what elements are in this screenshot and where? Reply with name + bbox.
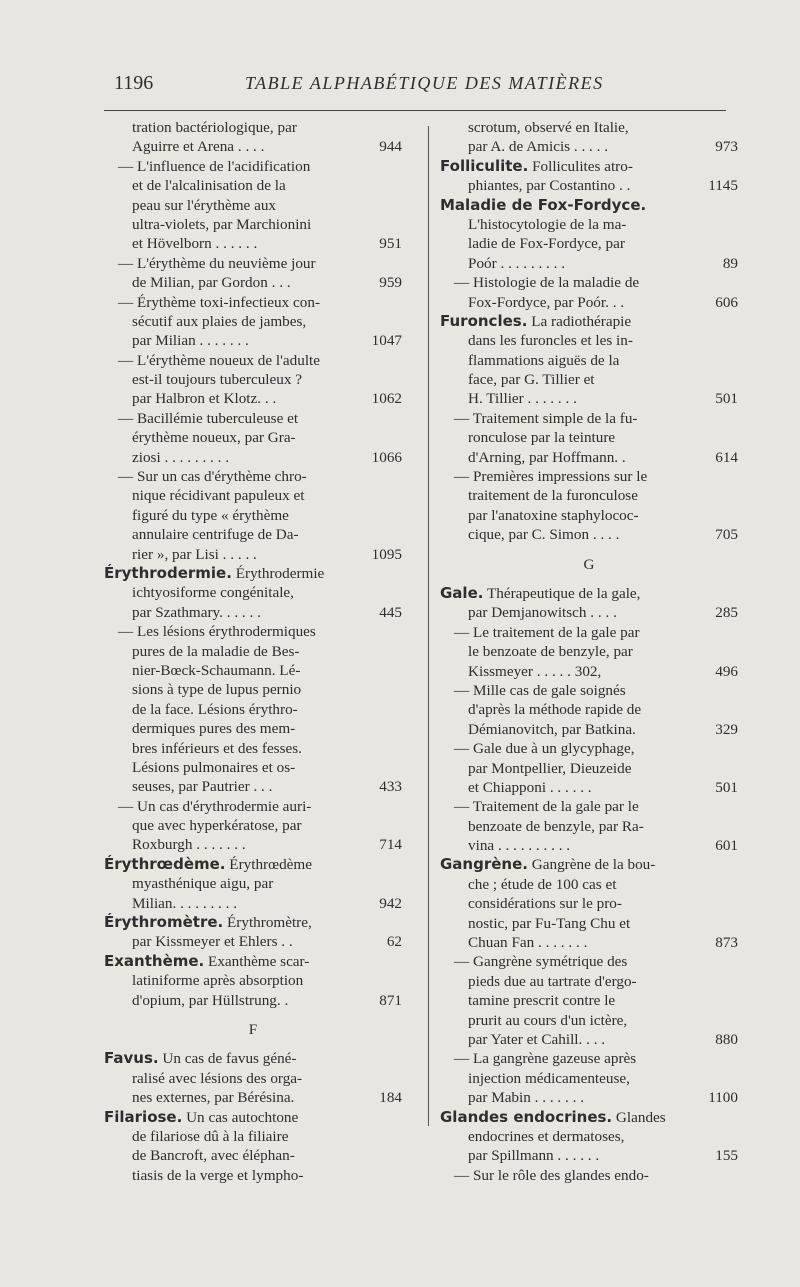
entry-text: — Un cas d'érythrodermie auri- xyxy=(118,797,312,815)
entry-text: rier », par Lisi . . . . . xyxy=(132,545,257,563)
entry-text: Kissmeyer . . . . . 302, xyxy=(468,662,602,680)
index-entry-line xyxy=(104,506,402,525)
index-entry-line xyxy=(104,1146,402,1165)
entry-text: de Milian, par Gordon . . . xyxy=(132,274,291,292)
index-entry-line xyxy=(104,1088,402,1107)
index-entry-line xyxy=(104,583,402,602)
index-entry-line xyxy=(440,1011,738,1030)
entry-text: — L'érythème du neuvième jour xyxy=(118,254,316,272)
column-divider xyxy=(428,126,429,1126)
entry-text: Poór . . . . . . . . . xyxy=(468,254,566,272)
index-entry-line xyxy=(104,777,402,796)
index-entry-line xyxy=(440,137,738,156)
index-entry-line xyxy=(104,661,402,680)
page-reference: 184 xyxy=(379,1089,402,1107)
index-entry-line xyxy=(104,971,402,990)
index-entry-line xyxy=(440,1146,738,1165)
entry-text: Glandes endocrines. Glandes xyxy=(440,1107,666,1126)
entry-text: Favus. Un cas de favus géné- xyxy=(104,1049,297,1068)
index-entry-heading xyxy=(104,913,402,932)
entry-text: H. Tillier . . . . . . . xyxy=(468,390,577,408)
left-column xyxy=(104,118,402,1185)
index-entry-heading xyxy=(104,855,402,874)
page-reference: 614 xyxy=(715,448,738,466)
entry-text: nique récidivant papuleux et xyxy=(132,487,305,505)
index-entry-line xyxy=(440,234,738,253)
page-reference: 1145 xyxy=(708,177,738,195)
index-entry-line xyxy=(104,642,402,661)
entry-text: et de l'alcalinisation de la xyxy=(132,177,286,195)
entry-text: de la face. Lésions érythro- xyxy=(132,700,298,718)
entry-text: traitement de la furonculose xyxy=(468,487,638,505)
index-entry-line xyxy=(104,293,402,312)
entry-text: Maladie de Fox-Fordyce. xyxy=(440,195,647,214)
index-entry-line xyxy=(104,835,402,854)
index-entry-line xyxy=(104,196,402,215)
entry-text: par l'anatoxine staphylococ- xyxy=(468,506,639,524)
page-reference: 959 xyxy=(379,274,402,292)
entry-text: injection médicamenteuse, xyxy=(468,1069,630,1087)
entry-text: — Histologie de la maladie de xyxy=(454,274,640,292)
index-entry-line xyxy=(104,816,402,835)
entry-text: sions à type de lupus pernio xyxy=(132,681,302,699)
index-entry-line xyxy=(104,1166,402,1185)
index-entry-line xyxy=(440,1166,738,1185)
index-entry-line xyxy=(104,428,402,447)
index-entry-line xyxy=(440,118,738,137)
index-entry-line xyxy=(440,972,738,991)
entry-text: latiniforme après absorption xyxy=(132,972,304,990)
index-entry-heading xyxy=(440,1108,738,1127)
index-entry-line xyxy=(440,428,738,447)
entry-text: par Halbron et Klotz. . . xyxy=(132,390,277,408)
section-letter: G xyxy=(583,555,595,573)
entry-text: vina . . . . . . . . . . xyxy=(468,837,571,855)
index-entry-line xyxy=(440,448,738,467)
entry-text: ronculose par la teinture xyxy=(468,429,616,447)
index-entry-line xyxy=(440,952,738,971)
index-entry-line xyxy=(104,234,402,253)
entry-text: — La gangrène gazeuse après xyxy=(454,1050,637,1068)
page-reference: 501 xyxy=(715,390,738,408)
page-reference: 1066 xyxy=(371,448,402,466)
index-entry-line xyxy=(104,680,402,699)
entry-text: ladie de Fox-Fordyce, par xyxy=(468,235,625,253)
entry-text: annulaire centrifuge de Da- xyxy=(132,526,299,544)
entry-text: Érythrœdème. Érythrœdème xyxy=(104,854,312,873)
entry-text: — Gale due à un glycyphage, xyxy=(454,740,635,758)
entry-text: dermiques pures des mem- xyxy=(132,720,296,738)
index-entry-line xyxy=(104,545,402,564)
entry-text: Fox-Fordyce, par Poór. . . xyxy=(468,293,625,311)
entry-text: — L'influence de l'acidification xyxy=(118,157,311,175)
index-entry-line xyxy=(440,623,738,642)
entry-text: ichtyosiforme congénitale, xyxy=(132,584,294,602)
entry-text: d'après la méthode rapide de xyxy=(468,701,642,719)
entry-text: que avec hyperkératose, par xyxy=(132,817,302,835)
section-letter: F xyxy=(248,1020,258,1038)
entry-text: ziosi . . . . . . . . . xyxy=(132,448,230,466)
index-entry-line xyxy=(104,603,402,622)
page-reference: 155 xyxy=(715,1147,738,1165)
index-entry-line xyxy=(104,176,402,195)
entry-text: de filariose dû à la filiaire xyxy=(132,1127,289,1145)
entry-text: face, par G. Tillier et xyxy=(468,371,595,389)
index-entry-line xyxy=(440,254,738,273)
index-entry-line xyxy=(440,525,738,544)
entry-text: bres inférieurs et des fesses. xyxy=(132,739,302,757)
index-entry-line xyxy=(104,118,402,137)
index-entry-heading xyxy=(440,855,738,874)
index-entry-heading xyxy=(440,157,738,176)
index-entry-line xyxy=(440,720,738,739)
page-reference: 496 xyxy=(715,662,738,680)
index-entry-line xyxy=(440,894,738,913)
entry-text: cique, par C. Simon . . . . xyxy=(468,526,620,544)
entry-text: Roxburgh . . . . . . . xyxy=(132,836,246,854)
entry-text: d'Arning, par Hoffmann. . xyxy=(468,448,626,466)
index-entry-heading xyxy=(104,1049,402,1068)
index-entry-line xyxy=(440,409,738,428)
index-entry-line xyxy=(440,875,738,894)
page-title: TABLE ALPHABÉTIQUE DES MATIÈRES xyxy=(245,73,604,93)
entry-text: par Montpellier, Dieuzeide xyxy=(468,759,632,777)
entry-text: sécutif aux plaies de jambes, xyxy=(132,312,307,330)
index-entry-line xyxy=(104,1069,402,1088)
index-entry-line xyxy=(104,991,402,1010)
right-column xyxy=(440,118,738,1185)
entry-text: Démianovitch, par Batkina. xyxy=(468,720,636,738)
page-reference: 1095 xyxy=(371,545,402,563)
entry-text: par A. de Amicis . . . . . xyxy=(468,138,609,156)
page-reference: 1062 xyxy=(371,390,402,408)
index-entry-line xyxy=(440,778,738,797)
index-entry-line xyxy=(104,273,402,292)
entry-text: — Gangrène symétrique des xyxy=(454,953,628,971)
index-entry-line xyxy=(104,739,402,758)
index-entry-line xyxy=(440,603,738,622)
entry-text: Milian. . . . . . . . . xyxy=(132,894,238,912)
index-entry-line xyxy=(440,293,738,312)
header-rule xyxy=(104,110,726,111)
index-entry-line xyxy=(440,1030,738,1049)
index-entry-heading xyxy=(104,1108,402,1127)
index-entry-line xyxy=(440,991,738,1010)
index-entry-line xyxy=(440,817,738,836)
index-entry-line xyxy=(104,409,402,428)
index-entry-line xyxy=(104,700,402,719)
page-reference: 433 xyxy=(379,778,402,796)
page-reference: 501 xyxy=(715,778,738,796)
index-entry-line xyxy=(440,176,738,195)
page-reference: 1047 xyxy=(371,332,402,350)
index-entry-line xyxy=(440,273,738,292)
index-entry-heading xyxy=(104,952,402,971)
index-entry-line xyxy=(440,370,738,389)
entry-text: Lésions pulmonaires et os- xyxy=(132,758,296,776)
index-entry-line xyxy=(104,312,402,331)
index-entry-heading xyxy=(440,584,738,603)
index-entry-line xyxy=(104,467,402,486)
index-entry-line xyxy=(440,331,738,350)
entry-text: par Milian . . . . . . . xyxy=(132,332,249,350)
entry-text: par Kissmeyer et Ehlers . . xyxy=(132,933,293,951)
index-entry-heading xyxy=(440,312,738,331)
entry-text: par Szathmary. . . . . . xyxy=(132,603,261,621)
entry-text: Folliculite. Folliculites atro- xyxy=(440,156,633,175)
index-entry-line xyxy=(440,836,738,855)
entry-text: et Chiapponi . . . . . . xyxy=(468,778,592,796)
entry-text: pieds due au tartrate d'ergo- xyxy=(468,972,637,990)
index-entry-line xyxy=(440,215,738,234)
entry-text: Furoncles. La radiothérapie xyxy=(440,311,632,330)
entry-text: — Le traitement de la gale par xyxy=(454,623,640,641)
index-entry-line xyxy=(104,331,402,350)
index-entry-line xyxy=(440,389,738,408)
entry-text: L'histocytologie de la ma- xyxy=(468,215,627,233)
index-entry-line xyxy=(104,874,402,893)
index-entry-line xyxy=(104,389,402,408)
index-entry-line xyxy=(104,758,402,777)
index-entry-line xyxy=(440,467,738,486)
page-number: 1196 xyxy=(114,72,154,94)
index-entry-line xyxy=(104,351,402,370)
page-reference: 1100 xyxy=(708,1089,738,1107)
index-entry-line xyxy=(104,622,402,641)
index-entry-line xyxy=(440,681,738,700)
entry-text: tamine prescrit contre le xyxy=(468,992,616,1010)
index-entry-line xyxy=(104,254,402,273)
page-reference: 62 xyxy=(386,933,402,951)
entry-text: — Premières impressions sur le xyxy=(454,468,648,486)
entry-text: — Érythème toxi-infectieux con- xyxy=(118,293,321,311)
entry-text: par Demjanowitsch . . . . xyxy=(468,604,617,622)
entry-text: ultra-violets, par Marchionini xyxy=(132,215,312,233)
index-entry-line xyxy=(440,933,738,952)
entry-text: seuses, par Pautrier . . . xyxy=(132,778,273,796)
page-reference: 285 xyxy=(715,604,738,622)
entry-text: Exanthème. Exanthème scar- xyxy=(104,951,310,970)
index-entry-line xyxy=(104,370,402,389)
page-reference: 873 xyxy=(715,934,738,952)
entry-text: — Les lésions érythrodermiques xyxy=(118,623,316,641)
entry-text: che ; étude de 100 cas et xyxy=(468,875,617,893)
index-entry-line xyxy=(440,700,738,719)
page-reference: 329 xyxy=(715,720,738,738)
index-entry-line xyxy=(440,1127,738,1146)
index-entry-line xyxy=(440,914,738,933)
entry-text: et Hövelborn . . . . . . xyxy=(132,235,258,253)
entry-text: endocrines et dermatoses, xyxy=(468,1127,625,1145)
page-reference: 705 xyxy=(715,526,738,544)
page-reference: 445 xyxy=(379,603,402,621)
entry-text: nier-Bœck-Schaumann. Lé- xyxy=(132,661,301,679)
entry-text: — Traitement de la gale par le xyxy=(454,798,639,816)
entry-text: Érythrodermie. Érythrodermie xyxy=(104,563,325,582)
entry-text: — Sur le rôle des glandes endo- xyxy=(454,1166,649,1184)
entry-text: le benzoate de benzyle, par xyxy=(468,643,633,661)
entry-text: tiasis de la verge et lympho- xyxy=(132,1166,304,1184)
entry-text: est-il toujours tuberculeux ? xyxy=(132,371,302,389)
index-entry-line xyxy=(104,525,402,544)
entry-text: pures de la maladie de Bes- xyxy=(132,642,300,660)
page-reference: 880 xyxy=(715,1030,738,1048)
entry-text: — Bacillémie tuberculeuse et xyxy=(118,409,299,427)
entry-text: par Mabin . . . . . . . xyxy=(468,1089,584,1107)
page-reference: 973 xyxy=(715,138,738,156)
index-entry-line xyxy=(104,1127,402,1146)
index-entry-line xyxy=(104,719,402,738)
index-entry-line xyxy=(104,894,402,913)
index-entry-line xyxy=(440,351,738,370)
index-entry-line xyxy=(104,797,402,816)
index-entry-line xyxy=(440,662,738,681)
index-entry-line xyxy=(440,486,738,505)
page-reference: 871 xyxy=(379,991,402,1009)
entry-text: par Yater et Cahill. . . . xyxy=(468,1030,606,1048)
entry-text: tration bactériologique, par xyxy=(132,119,297,136)
page-reference: 601 xyxy=(715,837,738,855)
page-reference: 606 xyxy=(715,293,738,311)
page-reference: 944 xyxy=(379,138,402,156)
index-entry-line xyxy=(440,506,738,525)
index-entry-line xyxy=(104,157,402,176)
entry-text: dans les furoncles et les in- xyxy=(468,332,633,350)
entry-text: peau sur l'érythème aux xyxy=(132,196,277,214)
entry-text: érythème noueux, par Gra- xyxy=(132,429,296,447)
entry-text: Gale. Thérapeutique de la gale, xyxy=(440,584,641,602)
entry-text: de Bancroft, avec éléphan- xyxy=(132,1147,295,1165)
page-reference: 942 xyxy=(379,894,402,912)
entry-text: Érythromètre. Érythromètre, xyxy=(104,913,312,932)
entry-text: Gangrène. Gangrène de la bou- xyxy=(440,855,656,874)
index-entry-line xyxy=(440,797,738,816)
index-entry-heading xyxy=(440,196,738,215)
page-header xyxy=(110,68,730,102)
index-entry-line xyxy=(440,1069,738,1088)
entry-text: prurit au cours d'un ictère, xyxy=(468,1011,628,1029)
entry-text: par Spillmann . . . . . . xyxy=(468,1147,600,1165)
page-reference: 951 xyxy=(379,235,402,253)
index-entry-line xyxy=(104,448,402,467)
index-entry-line xyxy=(440,759,738,778)
index-entry-line xyxy=(440,1049,738,1068)
entry-text: scrotum, observé en Italie, xyxy=(468,119,629,136)
index-entry-heading xyxy=(104,564,402,583)
entry-text: Filariose. Un cas autochtone xyxy=(104,1107,299,1126)
index-entry-line xyxy=(104,215,402,234)
entry-text: ralisé avec lésions des orga- xyxy=(132,1069,303,1087)
entry-text: considérations sur le pro- xyxy=(468,895,622,913)
index-entry-line xyxy=(104,932,402,951)
index-entry-line xyxy=(440,739,738,758)
index-entry-line xyxy=(440,1088,738,1107)
entry-text: benzoate de benzyle, par Ra- xyxy=(468,817,644,835)
entry-text: nes externes, par Bérésina. xyxy=(132,1089,295,1107)
page-reference: 714 xyxy=(379,836,402,854)
entry-text: — L'érythème noueux de l'adulte xyxy=(118,351,320,369)
index-entry-line xyxy=(104,137,402,156)
entry-text: — Sur un cas d'érythème chro- xyxy=(118,468,307,486)
index-entry-line xyxy=(104,486,402,505)
index-entry-line xyxy=(440,642,738,661)
entry-text: d'opium, par Hüllstrung. . xyxy=(132,991,289,1009)
entry-text: — Mille cas de gale soignés xyxy=(454,681,626,699)
entry-text: Chuan Fan . . . . . . . xyxy=(468,934,588,952)
page-reference: 89 xyxy=(722,254,738,272)
entry-text: flammations aiguës de la xyxy=(468,351,620,369)
entry-text: myasthénique aigu, par xyxy=(132,875,274,893)
entry-text: — Traitement simple de la fu- xyxy=(454,409,638,427)
entry-text: phiantes, par Costantino . . xyxy=(468,177,631,195)
entry-text: nostic, par Fu-Tang Chu et xyxy=(468,914,631,932)
entry-text: figuré du type « érythème xyxy=(132,506,289,524)
entry-text: Aguirre et Arena . . . . xyxy=(132,138,265,156)
